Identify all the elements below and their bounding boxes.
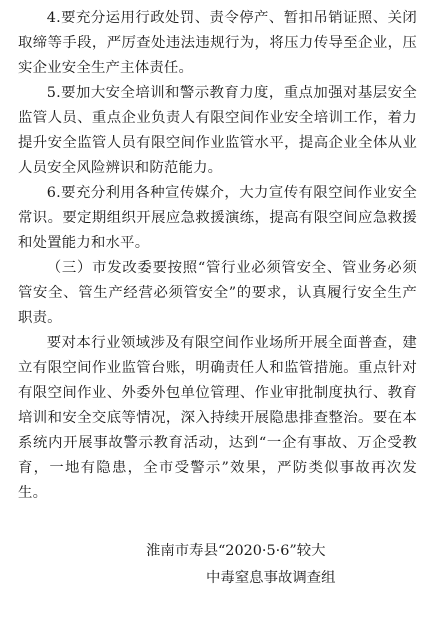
- paragraph-item-4: 4.要充分运用行政处罚、责令停产、暂扣吊销证照、关闭取缔等手段，严厉查处违法违规行为，将压力传导至企业，压实企业安全生产主体责任。: [18, 10, 417, 76]
- signature-block: [0, 538, 435, 592]
- paragraph-item-6: 6.要充分利用各种宣传媒介，大力宣传有限空间作业安全常识。要定期组织开展应急救援演练，提高有限空间应急救援和处置能力和水平。: [18, 185, 417, 251]
- paragraph-item-5: 5.要加大安全培训和警示教育力度，重点加强对基层安全监管人员、重点企业负责人有限空间作业安全培训工作，着力提升安全监管人员有限空间作业监管水平，提高企业全体从业人员安全风险辨识和防范能力。: [18, 85, 417, 176]
- signature-line-2: 中毒窒息事故调查组: [206, 570, 336, 586]
- signature-line-1: 淮南市寿县“2020·5·6”较大: [146, 543, 326, 559]
- paragraph-section-3-heading: （三）市发改委要按照“管行业必须管安全、管业务必须管安全、管生产经营必须管安全”的要求，认真履行安全生产职责。: [18, 260, 417, 326]
- paragraph-section-3-body: 要对本行业领域涉及有限空间作业场所开展全面普查，建立有限空间作业监管台账，明确责任人和监管措施。重点针对有限空间作业、外委外包单位管理、作业审批制度执行、教育培训和安全交底等情况，深入持续开展隐患排查整治。要在本系统内开展事故警示教育活动，达到“一企有事故、万企受教育，一地有隐患，全市受警示”效果，严防类似事故再次发生。: [18, 335, 417, 501]
